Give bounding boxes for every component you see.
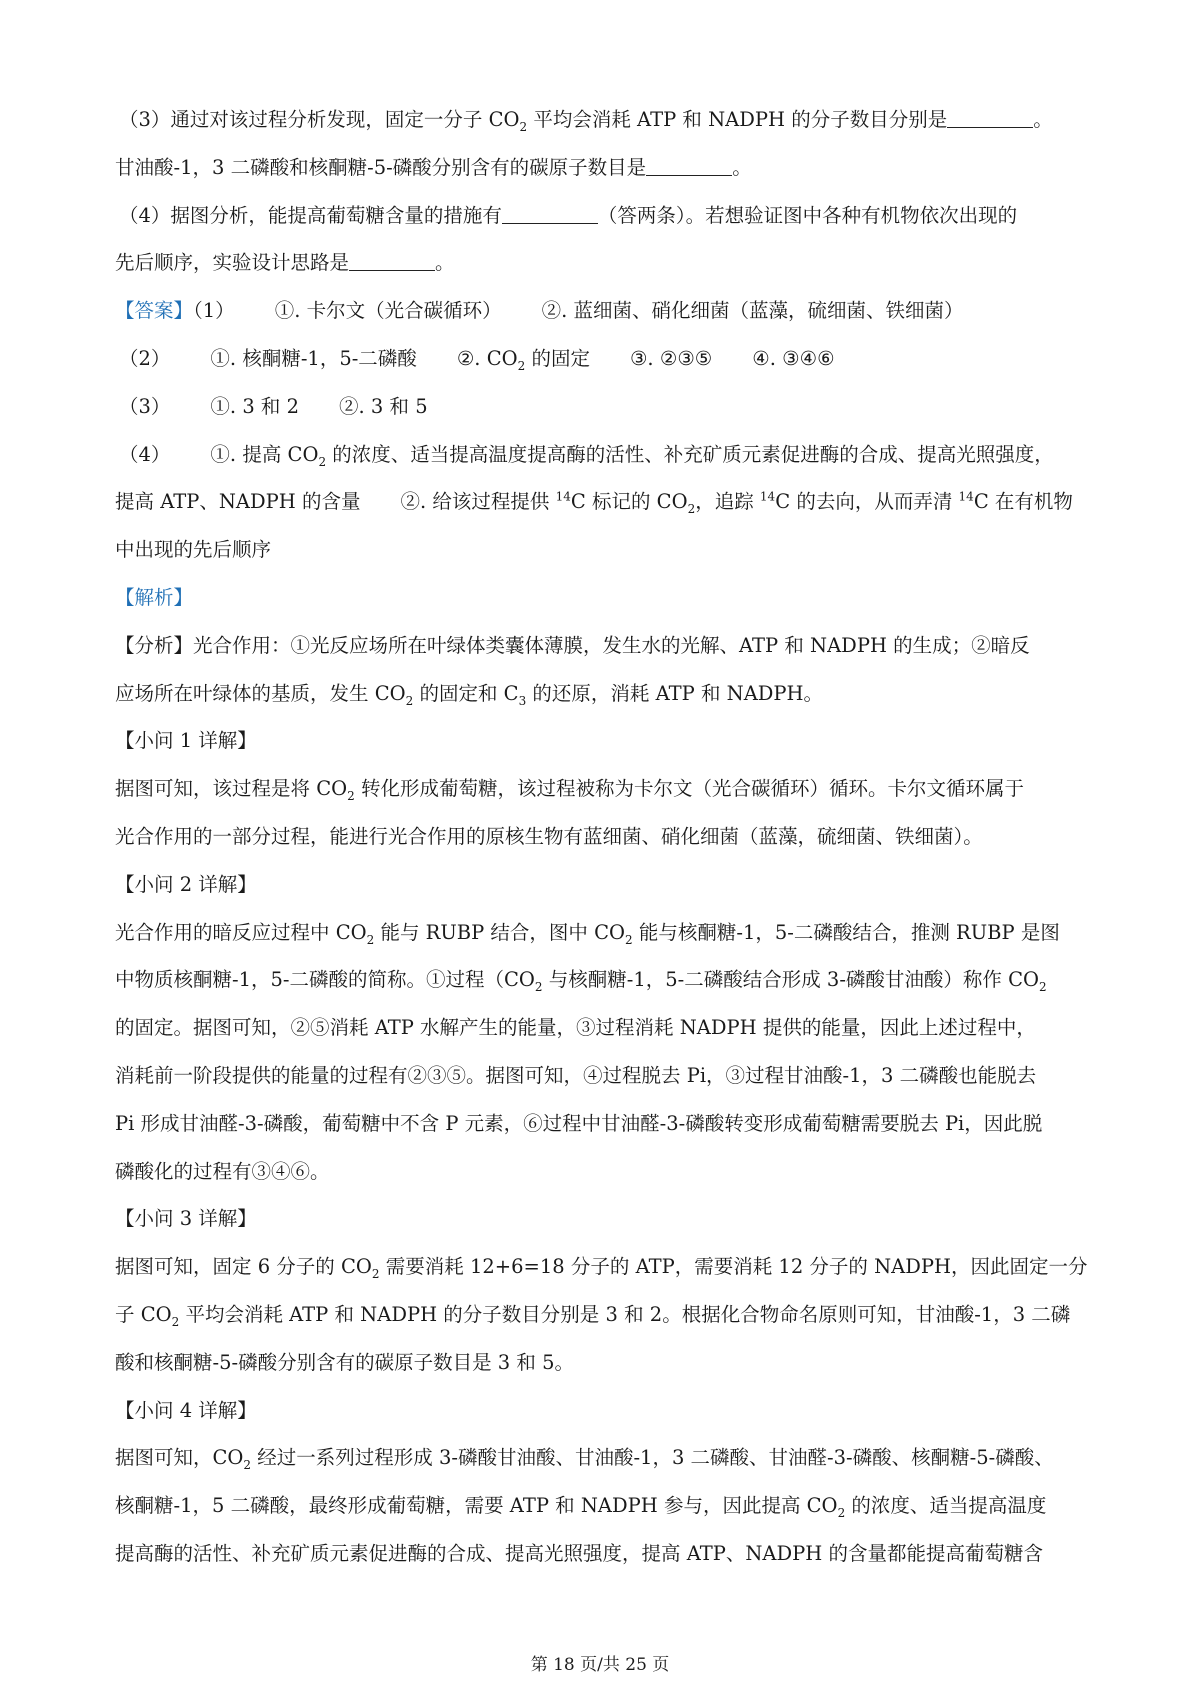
subquestion-1-line-1: 据图可知，该过程是将 $CO_2$ 转化形成葡萄糖，该过程被称为卡尔文（光合碳循环）循环。卡尔文循环属于 — [115, 777, 1024, 804]
subquestion-4-title: 【小问 4 详解】 — [115, 1398, 257, 1422]
page-footer: 第 18 页/共 25 页 — [530, 1655, 670, 1675]
answer-line-4: （4） ①. 提高 $CO_2$ 的浓度、适当提高温度提高酶的活性、补充矿质元素促进酶的合成、提高光照强度， — [119, 442, 1054, 469]
analysis-line-1: 【分析】光合作用：①光反应场所在叶绿体类囊体薄膜，发生水的光解、ATP 和 NADPH 的生成；②暗反 — [115, 633, 1030, 657]
subquestion-4-line-1: 据图可知，$CO_2$ 经过一系列过程形成 3-磷酸甘油酸、甘油酸-1，3 二磷酸、甘油醛-3-磷酸、核酮糖-5-磷酸、 — [115, 1446, 1054, 1473]
answer-line-1: 【答案】（1） ①. 卡尔文（光合碳循环） ②. 蓝细菌、硝化细菌（蓝藻，硫细菌、铁细菌） — [115, 299, 964, 323]
page-content — [115, 96, 1095, 1578]
question-4-line-2: 先后顺序，实验设计思路是 。 — [115, 251, 455, 275]
subquestion-1-title: 【小问 1 详解】 — [115, 729, 257, 753]
answer-blank — [502, 203, 598, 224]
question-3-line-2: 甘油酸-1，3 二磷酸和核酮糖-5-磷酸分别含有的碳原子数目是 。 — [115, 155, 752, 179]
subquestion-2-line-4: 消耗前一阶段提供的能量的过程有②③⑤。据图可知，④过程脱去 Pi，③过程甘油酸-1，3 二磷酸也能脱去 — [115, 1063, 1037, 1087]
subquestion-2-line-1: 光合作用的暗反应过程中 $CO_2$ 能与 RUBP 结合，图中 $CO_2$ 能与核酮糖-1，5-二磷酸结合，推测 RUBP 是图 — [115, 920, 1060, 947]
subquestion-3-title: 【小问 3 详解】 — [115, 1207, 257, 1231]
analysis-label: 【解析】 — [115, 585, 194, 609]
answer-line-3: （3） ①. 3 和 2 ②. 3 和 5 — [119, 394, 428, 418]
answer-label: 【答案】 — [115, 299, 194, 323]
subquestion-3-line-2: 子 $CO_2$ 平均会消耗 ATP 和 NADPH 的分子数目分别是 3 和 2。根据化合物命名原则可知，甘油酸-1，3 二磷 — [115, 1302, 1071, 1329]
subquestion-4-line-2: 核酮糖-1，5 二磷酸，最终形成葡萄糖，需要 ATP 和 NADPH 参与，因此提高 $CO_2$ 的浓度、适当提高温度 — [115, 1494, 1047, 1520]
subquestion-2-line-6: 磷酸化的过程有③④⑥。 — [115, 1159, 330, 1183]
answer-blank — [646, 155, 732, 176]
answer-blank — [349, 250, 435, 271]
answer-line-2: （2） ①. 核酮糖-1，5-二磷酸 ②. $CO_2$ 的固定 ③. ②③⑤ ④. ③④⑥ — [119, 346, 835, 373]
answer-line-6: 中出现的先后顺序 — [115, 538, 272, 562]
subquestion-3-line-3: 酸和核酮糖-5-磷酸分别含有的碳原子数目是 3 和 5。 — [115, 1350, 574, 1374]
subquestion-2-line-2: 中物质核酮糖-1，5-二磷酸的简称。①过程（$CO_2$ 与核酮糖-1，5-二磷酸结合形成 3-磷酸甘油酸）称作 $CO_2$ — [115, 968, 1047, 995]
subquestion-4-line-3: 提高酶的活性、补充矿质元素促进酶的合成、提高光照强度，提高 ATP、NADPH 的含量都能提高葡萄糖含 — [115, 1541, 1043, 1565]
answer-line-5: 提高 ATP、NADPH 的含量 ②. 给该过程提供 $^{14}$C 标记的 $CO_2$，追踪 $^{14}$C 的去向，从而弄清 $^{14}$C 在有机物 — [115, 489, 1073, 517]
subquestion-1-line-2: 光合作用的一部分过程，能进行光合作用的原核生物有蓝细菌、硝化细菌（蓝藻，硫细菌、铁细菌）。 — [115, 824, 983, 848]
question-4-line-1: （4）据图分析，能提高葡萄糖含量的措施有 （答两条）。若想验证图中各种有机物依次出现的 — [119, 203, 1018, 227]
analysis-line-2: 应场所在叶绿体的基质，发生 $CO_2$ 的固定和 $C_3$ 的还原，消耗 ATP 和 NADPH。 — [115, 681, 824, 708]
subquestion-3-line-1: 据图可知，固定 6 分子的 $CO_2$ 需要消耗 12+6=18 分子的 ATP，需要消耗 12 分子的 NADPH，因此固定一分 — [115, 1255, 1088, 1282]
question-3-line-1: （3）通过对该过程分析发现，固定一分子 $CO_2$ 平均会消耗 ATP 和 NADPH 的分子数目分别是 。 — [119, 108, 1053, 134]
subquestion-2-line-5: Pi 形成甘油醛-3-磷酸，葡萄糖中不含 P 元素，⑥过程中甘油醛-3-磷酸转变形成葡萄糖需要脱去 Pi，因此脱 — [115, 1111, 1043, 1135]
subquestion-2-title: 【小问 2 详解】 — [115, 872, 257, 896]
answer-blank — [947, 107, 1033, 128]
subquestion-2-line-3: 的固定。据图可知，②⑤消耗 ATP 水解产生的能量，③过程消耗 NADPH 提供的能量，因此上述过程中， — [115, 1016, 1036, 1040]
